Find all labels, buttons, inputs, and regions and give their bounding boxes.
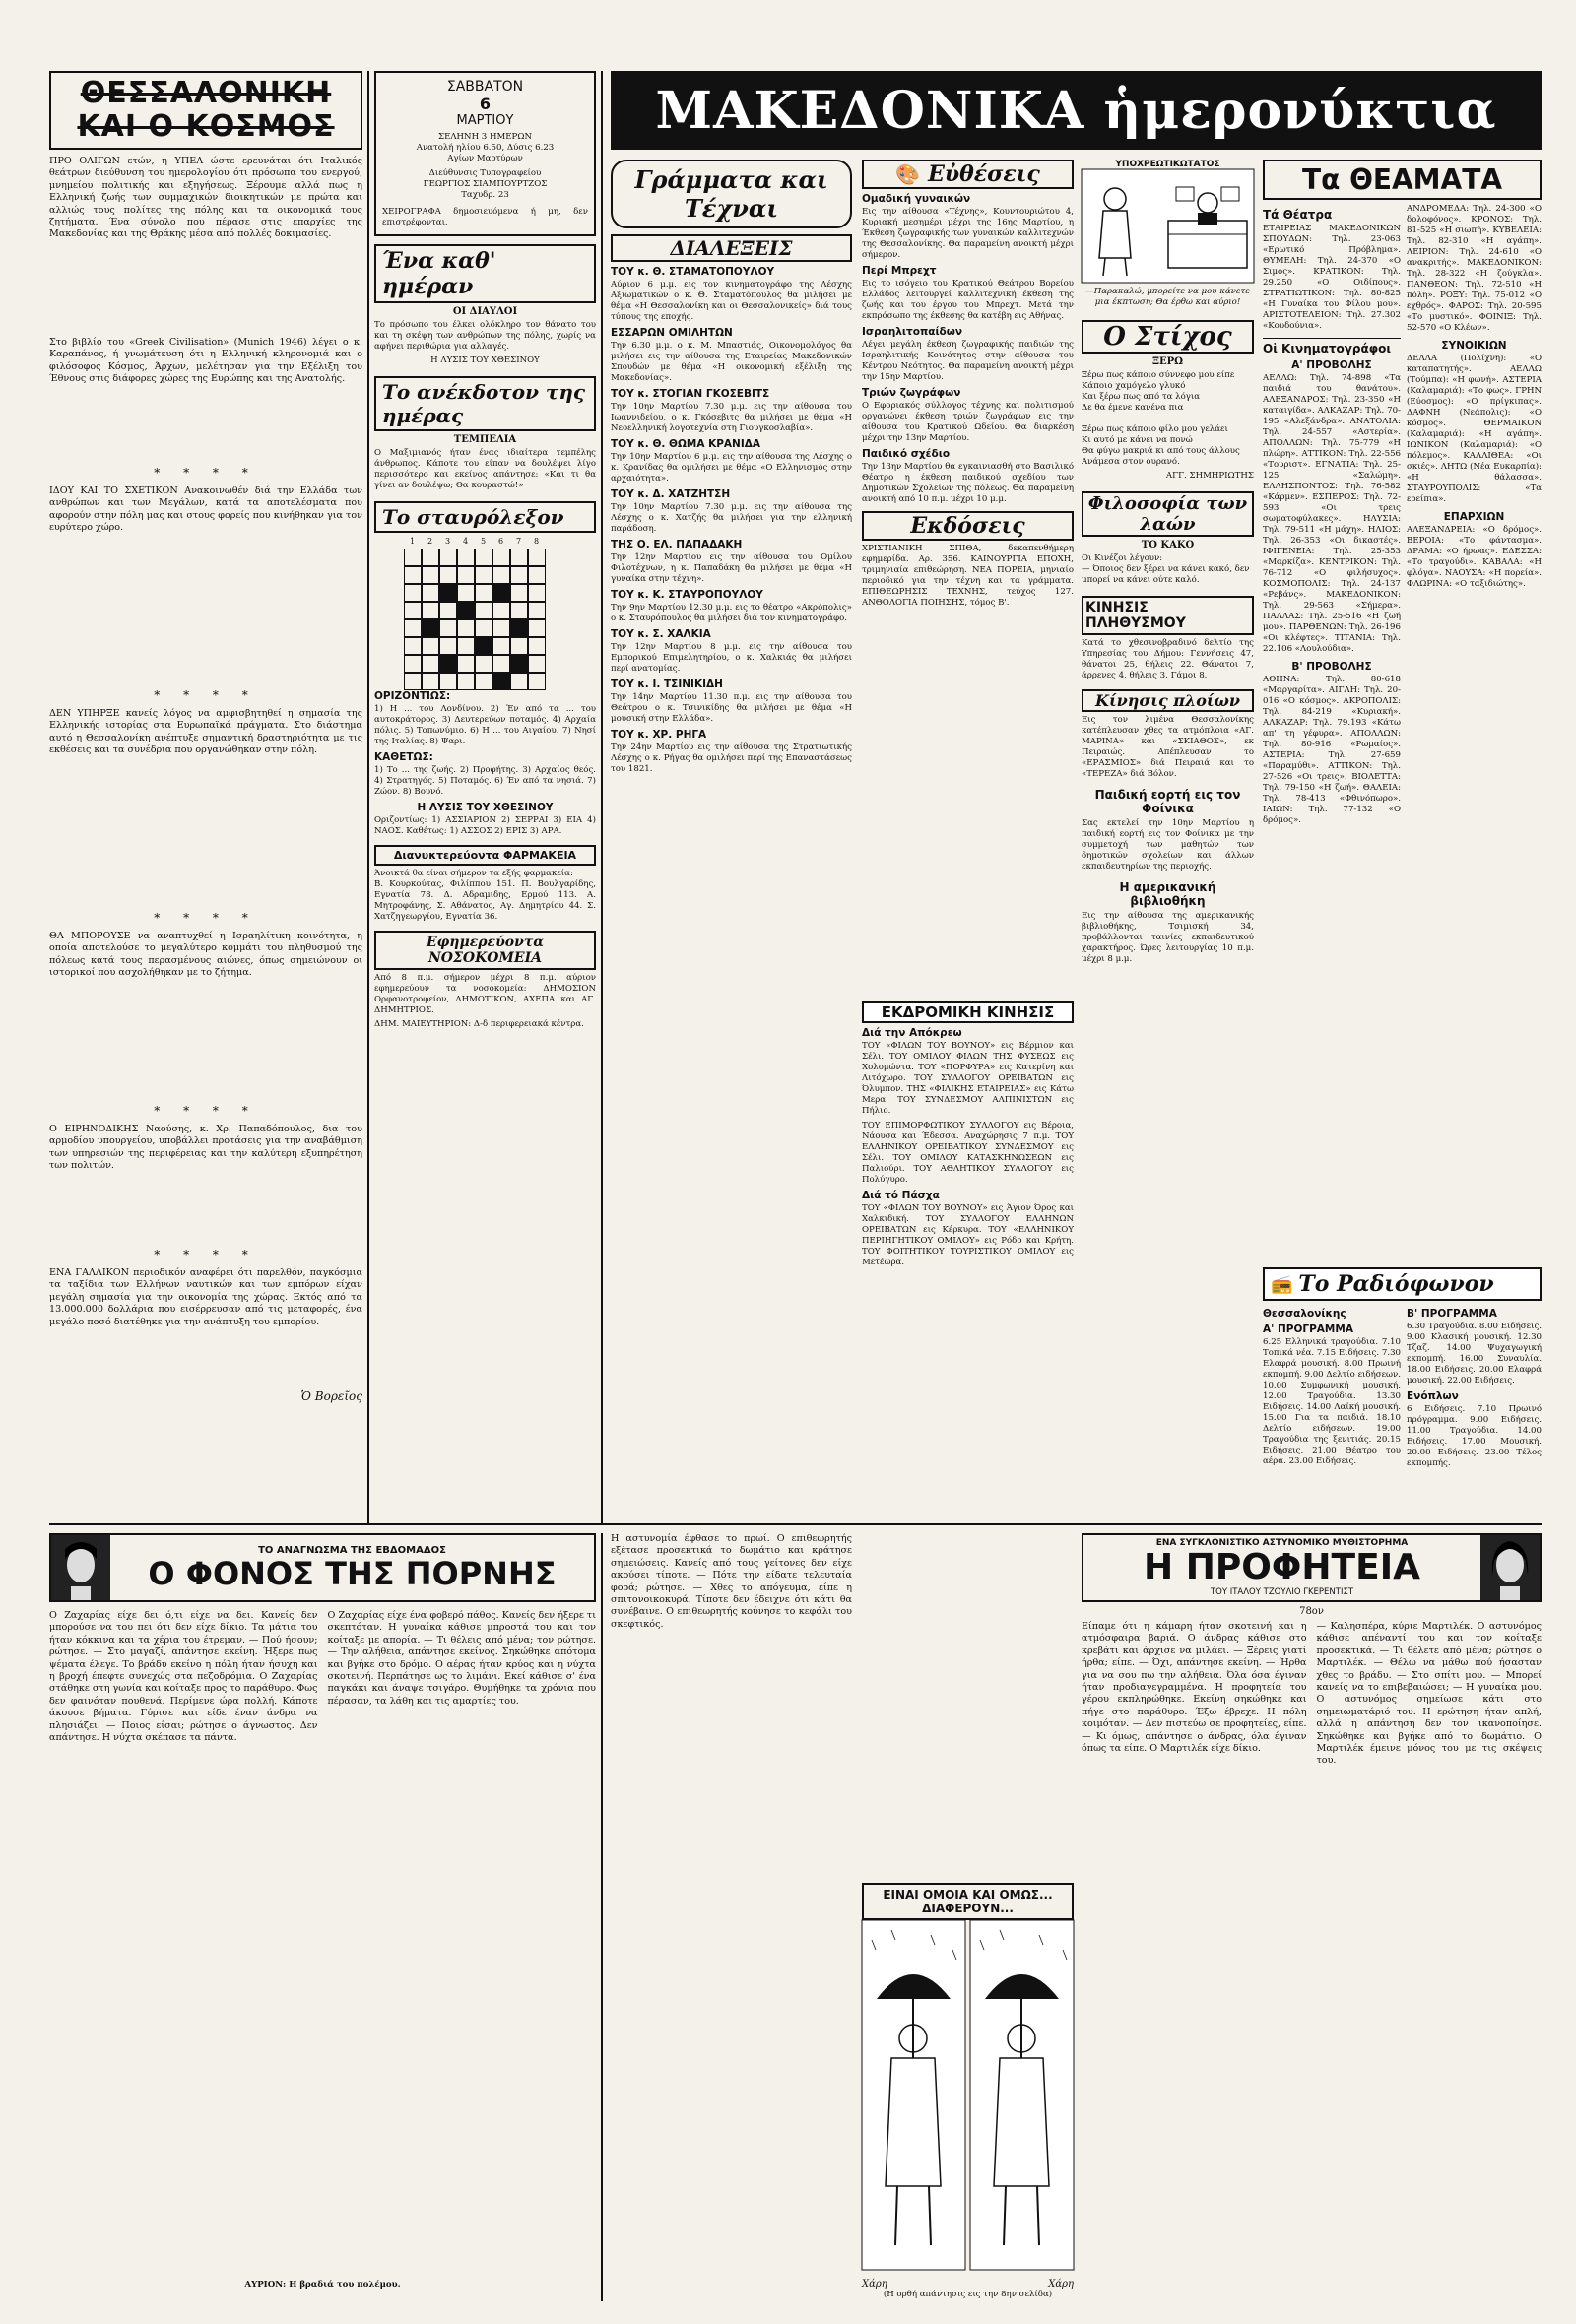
theamata-right-text: ΑΝΔΡΟΜΕΔΑ: Τηλ. 24-300 «Ο δολοφόνος». ΚΡΟΝΟΣ: Τηλ. 81-525 «Η σιωπή». ΚΥΒΕΛΕΙΑ: Τηλ. 82-310 «Η αγάπη». ΛΕΙΡΙΟΝ: Τηλ. 24-610 «Ο ανακριτής». ΜΑΚΕΔΟΝΙΚΟΝ: Τηλ. 28-322 «Η ζούγκλα». ΠΑΝΘΕΟΝ: Τηλ. 72-510 «Η πόλη». ΡΟΞΥ: Τηλ. 75-012 «Ο εχθρός». ΦΑΡΟΣ: Τηλ. 20-595 «Το μυστικό». ΦΟΙΝΙΞ: Τηλ. 52-570 «Ο Κλέων». <box>1407 204 1544 333</box>
article-paragraph: ΔΕΝ ΥΠΗΡΞΕ κανείς λόγος να αμφισβητηθεί η σημασία της Ελληνικής ιστορίας στα Ευρωπαϊκά πράγματα. Στο διάστημα αυτό η Θεσσαλονίκη ανέπτυξε σημαντική δραστηριότητα με τις εκθέσεις και τα συνέδρια που οργανώθηκαν στην πόλη. <box>49 708 366 756</box>
article-paragraph: Ο ΕΙΡΗΝΟΔΙΚΗΣ Ναούσης, κ. Χρ. Παπαδόπουλος, δια του αρμοδίου υπουργείου, υποβάλλει προτάσεις για την αναβάθμιση των υπηρεσιών της περιφέρειας και την καλύτερη εξυπηρέτηση των πολιτών. <box>49 1124 366 1172</box>
profiteia-title: Η ΠΡΟΦΗΤΕΙΑ <box>1144 1547 1420 1587</box>
column-rule <box>367 71 369 1523</box>
crossword-cell[interactable] <box>404 655 422 673</box>
dialekseis-title-box <box>611 234 852 262</box>
crossword-cell[interactable] <box>492 566 510 584</box>
crossword-cell[interactable] <box>528 619 546 637</box>
crossword-cell[interactable] <box>404 637 422 655</box>
ekdromiki-text-2: ΤΟΥ ΕΠΙΜΟΡΦΩΤΙΚΟΥ ΣΥΛΛΟΓΟΥ εις Βέροια, Νάουσα και Έδεσσα. Αναχώρησις 7 π.μ. ΤΟΥ ΕΛΛΗΝΙΚΟΥ ΟΡΕΙΒΑΤΙΚΟΥ ΣΥΝΔΕΣΜΟΥ εις Σέλι. ΤΟΥ ΟΜΙΛΟΥ ΚΑΤΑΣΚΗΝΩΣΕΩΝ εις Παλιούρι. ΤΟΥ ΑΘΛΗΤΙΚΟΥ ΣΥΛΛΟΓΟΥ εις Πολύγυρο. <box>862 1121 1077 1185</box>
list-item-head: ΕΣΣΑΡΩΝ ΟΜΙΛΗΤΩΝ <box>611 327 733 339</box>
foros-col-3: Η αστυνομία έφθασε το πρωί. Ο επιθεωρητής εξέτασε προσεκτικά το δωμάτιο και κράτησε σημειώσεις. Κανείς από τους γείτονες δεν είχε ακούσει τίποτε. — Πότε την είδατε τελευταία φορά; ρώτησε. — Χθες το απόγευμα, είπε η σπιτονοικοκυρά. Τίποτε δεν έδειχνε ότι κάτι θα συνέβαινε. Ο επιθεωρητής κούνησε το κεφάλι του σκεφτικός. <box>611 1533 856 1630</box>
list-item-text: Την 12ην Μαρτίου 8 μ.μ. εις την αίθουσα του Εμπορικού Επιμελητηρίου, ο κ. Χαλκιάς θα μιλήσει περί ανατομίας. <box>611 642 855 674</box>
crossword-col-number: 2 <box>427 537 433 546</box>
crossword-cell[interactable] <box>510 602 528 619</box>
cartoon-shop-illustration <box>1082 169 1254 283</box>
date-line: ΣΕΛΗΝΗ 3 ΗΜΕΡΩΝ <box>438 132 532 142</box>
crossword-cell[interactable] <box>475 549 492 566</box>
ena-kath-imeran-answer: Η ΛΥΣΙΣ ΤΟΥ ΧΘΕΣΙΝΟΥ <box>430 355 540 365</box>
crossword-cell[interactable] <box>422 566 439 584</box>
radio-b-title: Β' ΠΡΟΓΡΑΜΜΑ <box>1407 1308 1497 1320</box>
list-item-head: ΤΗΣ Ο. ΕΛ. ΠΑΠΑΔΑΚΗ <box>611 539 743 550</box>
crossword-cell[interactable] <box>439 673 457 690</box>
foros-col-2: Ο Ζαχαρίας είχε ένα φοβερό πάθος. Κανείς δεν ήξερε τι σκεπτόταν. Η γυναίκα κάθισε μπροστά του και τον κοίταξε με απορία. — Τι θέλεις από μένα; τον ρώτησε. — Την αλήθεια, απάντησε εκείνος. Σηκώθηκε απότομα και βγήκε στο δρόμο. Ο αέρας ήταν κρύος και η νύχτα σκοτεινή. Περπάτησε ως το λιμάνι. Εκεί κάθισε σ' ένα παγκάκι και άναψε τσιγάρο. Θυμήθηκε τα χρόνια που πέρασαν, τα λάθη και τις αμαρτίες του. <box>327 1610 600 1707</box>
crossword-cell[interactable] <box>492 619 510 637</box>
list-item-head: ΤΟΥ κ. ΧΡ. ΡΗΓΑ <box>611 729 707 741</box>
eparxion-title: ΕΠΑΡΧΙΩΝ <box>1443 511 1505 523</box>
grammata-column <box>611 160 855 1518</box>
date-line: Ταχυδρ. 23 <box>461 190 509 200</box>
anekdoto-text: Ο Μαξιμιανός ήταν ένας ιδιαίτερα τεμπέλης άνθρωπος. Κάποτε του είπαν να δουλέψει λίγο περισσότερο και εκείνος απάντησε: «Και τι θα γίνει αν δουλέψω; Θα κουραστώ!» <box>374 448 599 490</box>
eythees-list <box>862 193 1077 505</box>
article-signature: Ὁ Βορεῖος <box>300 1389 362 1403</box>
kinisis-text: Κατά το χθεσινοβραδινό δελτίο της Υπηρεσίας του Δήμου: Γεννήσεις 47, θάνατοι 25, θήλεις 22. Θάνατοι 7, άρρενες 4, θήλεις 3. Γάμοι 8. <box>1082 638 1257 680</box>
crossword-cell[interactable] <box>510 673 528 690</box>
kinisis-title-box <box>1082 596 1254 635</box>
crossword-cell[interactable] <box>404 584 422 602</box>
crossword-cell[interactable] <box>510 549 528 566</box>
list-item-head: Παιδικό σχέδιο <box>862 448 951 460</box>
crossword-cell[interactable] <box>439 619 457 637</box>
crossword-cell[interactable] <box>528 584 546 602</box>
crossword-vertical-title: ΚΑΘΕΤΩΣ: <box>374 751 433 763</box>
hospitals-text: Από 8 π.μ. σήμερον μέχρι 8 π.μ. αύριον εφημερεύουν τα νοσοκομεία: ΔΗΜΟΣΙΟΝ Ορφανοτροφείον, ΔΗΜΟΤΙΚΟΝ, ΑΧΕΠΑ και ΑΓ. ΔΗΜΗΤΡΙΟΣ. <box>374 973 599 1015</box>
pasxa-text: ΤΟΥ «ΦΙΛΩΝ ΤΟΥ ΒΟΥΝΟΥ» εις Άγιον Όρος και Χαλκιδική. ΤΟΥ ΣΥΛΛΟΓΟΥ ΕΛΛΗΝΩΝ ΟΡΕΙΒΑΤΩΝ εις Κέρκυρα. ΤΟΥ «ΕΛΛΗΝΙΚΟΥ ΠΕΡΙΗΓΗΤΙΚΟΥ ΟΜΙΛΟΥ» εις Ρόδο και Κρήτη. ΤΟΥ ΦΟΙΤΗΤΙΚΟΥ ΤΟΥΡΙΣΤΙΚΟΥ ΟΜΙΛΟΥ εις Μετέωρα. <box>862 1203 1077 1267</box>
crossword-col-number: 1 <box>410 537 416 546</box>
diaferoun-cartoon <box>862 1920 1074 2275</box>
date-line: Ανατολή ηλίου 6.50, Δύσις 6.23 <box>416 143 555 153</box>
crossword-cell[interactable] <box>492 549 510 566</box>
article-paragraph: ΙΔΟΥ ΚΑΙ ΤΟ ΣΧΕΤΙΚΟΝ Ανακοινωθέν διά την Ελλάδα των ανθρώπων και των Μεγάλων, κατά τα αποτελέσματα που αφορούν στην πόλη μας και στους φορείς που κινήθηκαν για τον ευρύτερο χώρο. <box>49 485 366 534</box>
ploia-title-box <box>1082 689 1254 712</box>
crossword-grid <box>374 539 596 686</box>
list-item-text: Την 10ην Μαρτίου 7.30 μ.μ. εις την αίθουσα της Λέσχης ο κ. Χατζής θα μιλήσει για την ελληνική παράδοση. <box>611 502 855 534</box>
pharmacies-list: Β. Κουρκούτας, Φιλίππου 151. Π. Βουλγαρίδης, Εγνατία 78. Δ. Αδραμιδης, Ερμού 113. Α. Μητροφάνης, Σ. Αθάνατος, Αγ. Δημητρίου 44. Σ. Χατζηγεωργίου, Εγνατία 36. <box>374 879 599 922</box>
crossword-cell[interactable] <box>439 566 457 584</box>
ploia-title: Κίνησις πλοίων <box>1095 691 1240 710</box>
radio-enoplon-text: 6 Ειδήσεις. 7.10 Πρωινό πρόγραμμα. 9.00 Ειδήσεις. 11.00 Τραγούδια. 14.00 Ειδήσεις. 17.00 Μουσική. 20.00 Ειδήσεις. 23.00 Τέλος εκπομπής. <box>1407 1404 1544 1468</box>
filosofia-subtitle: ΤΟ ΚΑΚΟ <box>1141 540 1195 550</box>
list-item-head: ΤΟΥ κ. Δ. ΧΑΤΖΗΤΣΗ <box>611 488 731 500</box>
grammata-title-box <box>611 160 852 228</box>
list-item-head: Περί Μπρεχτ <box>862 265 937 277</box>
radio-title: Το Ραδιόφωνον <box>1298 1271 1494 1297</box>
crossword-col-number: 5 <box>481 537 487 546</box>
crossword-cell[interactable] <box>404 602 422 619</box>
ena-kath-imeran-text: Το πρόσωπο του έλκει ολόκληρο τον θάνατο του και τη σκέψη των ανθρώπων της πόλης, χωρίς να αφήνει περιθώρια για αλλαγές. <box>374 320 599 352</box>
list-item-head: ΤΟΥ κ. Θ. ΣΤΑΜΑΤΟΠΟΥΛΟΥ <box>611 266 775 278</box>
crossword-answer: Οριζοντίως: 1) ΑΣΣΙΑΡΙΟΝ 2) ΣΕΡΡΑΙ 3) ΕΙΑ 4) ΝΑΟΣ. Καθέτως: 1) ΑΣΣΟΣ 2) ΕΡΙΣ 3) ΑΡΑ. <box>374 815 599 836</box>
crossword-cell[interactable] <box>422 602 439 619</box>
list-item-head: Ομαδική γυναικών <box>862 193 971 205</box>
foros-col-1: Ο Ζαχαρίας είχε δει ό,τι είχε να δει. Κανείς δεν μπορούσε να του πει ότι δεν είχε δίκιο. Τα μάτια του ήταν κόκκινα και τα χέρια του έτρεμαν. — Πού ήσουν; ρώτησε. — Στο μαγαζί, απάντησε εκείνη. Ήξερε πως ψέματα έλεγε. Το βράδυ εκείνο η πόλη ήταν ήσυχη και η βροχή έπεφτε συνεχώς στα πεζοδρόμια. Ο Ζαχαρίας στάθηκε στη γωνία και κοίταξε προς το παράθυρο. Φως δεν φαινόταν πουθενά. Περίμενε ώρα πολλή. Κάποτε άκουσε βήματα. Γύρισε και είδε έναν άνδρα να πλησιάζει. — Ποιος είσαι; ρώτησε ο άγνωστος. Δεν απάντησε. Η νύχτα σκέπασε τα πάντα. <box>49 1610 321 1744</box>
stixos-title-box <box>1082 320 1254 354</box>
crossword-cell[interactable] <box>475 619 492 637</box>
ena-kath-imeran-subtitle: ΟΙ ΔΙΑΥΛΟΙ <box>452 306 518 317</box>
profiteia-header <box>1082 1533 1542 1602</box>
crossword-cell[interactable] <box>457 673 475 690</box>
crossword-vertical: 1) Το ... της ζωής. 2) Προφήτης. 3) Αρχαίος θεός. 4) Στρατηγός. 5) Ποταμός. 6) Έν από τα νησιά. 7) Ζώον. 8) Βουνό. <box>374 765 599 797</box>
date-number: 6 <box>479 95 492 113</box>
a-provoli-text: ΑΕΛΛΩ: Τηλ. 74-898 «Τα παιδιά του θανάτου». ΑΛΕΞΑΝΔΡΟΣ: Τηλ. 23-350 «Η καταιγίδα». ΑΛΚΑΖΑΡ: Τηλ. 70-195 «Αλεξάνδρα». ΑΝΑΤΟΛΙΑ: Τηλ. 24-557 «Αστερία». ΑΠΟΛΛΩΝ: Τηλ. 75-779 «Η πλώρη». ΑΤΤΙΚΟΝ: Τηλ. 22-556 «Τουριστ». ΕΓΝΑΤΙΑ: Τηλ. 25-125 «Σαλώμη». ΕΛΛΗΣΠΟΝΤΟΣ: Τηλ. 76-582 «Κάρμεν». ΕΣΠΕΡΟΣ: Τηλ. 72-593 «Οι τρεις σωματοφύλακες». ΗΛΥΣΙΑ: Τηλ. 79-511 «Η μάχη». ΗΛΙΟΣ: Τηλ. 26-353 «Οι δικαστές». ΙΦΙΓΕΝΕΙΑ: Τηλ. 25-353 «Μαρκίζα». ΚΕΝΤΡΙΚΟΝ: Τηλ. 76-712 «Ο φιλήσυχος». ΚΟΣΜΟΠΟΛΙΣ: Τηλ. 24-137 «Ρεβάνς». ΜΑΚΕΔΟΝΙΚΟΝ: Τηλ. 29-563 «Σήμερα». ΠΑΛΛΑΣ: Τηλ. 25-516 «Η ζωή μου». ΠΑΡΘΕΝΩΝ: Τηλ. 26-196 «Οι κλέφτες». ΤΙΤΑΝΙΑ: Τηλ. 22.106 «Λουλούδια». <box>1263 373 1404 654</box>
ekdromiki-title: ΕΚΔΡΟΜΙΚΗ ΚΙΝΗΣΙΣ <box>881 1003 1055 1021</box>
filosofia-title-box <box>1082 491 1254 537</box>
b-provoli-text: ΑΘΗΝΑ: Τηλ. 80-618 «Μαργαρίτα». ΑΙΓΛΗ: Τηλ. 20-016 «Ο κόσμος». ΑΚΡΟΠΟΛΙΣ: Τηλ. 84-219 «Κυριακή». ΑΛΚΑΖΑΡ: Τηλ. 79.193 «Κάτω απ' τη γέφυρα». ΑΠΟΛΛΩΝ: Τηλ. 80-916 «Ρωμαίος». ΑΣΤΕΡΙΑ: Τηλ. 27-659 «Παραμύθι». ΑΤΤΙΚΟΝ: Τηλ. 27-526 «Οι τρεις». ΒΙΟΛΕΤΤΑ: Τηλ. 79-150 «Η ζωή». ΘΑΛΕΙΑ: Τηλ. 78-413 «Φθινόπωρο». ΙΑΙΩΝ: Τηλ. 77-132 «Ο δρόμος». <box>1263 675 1404 825</box>
separator-stars: * * * * <box>154 466 258 480</box>
stixos-column <box>1082 160 1257 1194</box>
date-month: ΜΑΡΤΙΟΥ <box>456 113 514 128</box>
amerikaniki-text: Εις την αίθουσα της αμερικανικής βιβλιοθήκης, Τσιμισκή 34, προβάλλονται ταινίες εκπαιδευτικού χαρακτήρος. Ώρες λειτουργίας 10 π.μ. μέχρι 8 μ.μ. <box>1082 911 1257 964</box>
crossword-cell[interactable] <box>492 637 510 655</box>
diaferoun-footer: (Η ορθή απάντησις εις την 8ην σελίδα) <box>883 2290 1053 2299</box>
synoikion-text: ΔΕΛΛΑ (Πολίχνη): «Ο καταπατητής». ΑΕΛΛΩ (Τούμπα): «Η φωνή». ΑΣΤΕΡΙΑ (Καλαμαριά): «Το φως». ΓΡΗΝ (Εύοσμος): «Ο πρίγκιπας». ΔΑΦΝΗ (Νεάπολις): «Ο κόσμος». ΘΕΡΜΑΙΚΟΝ (Καλαμαριά): «Η αγάπη». ΙΩΝΙΚΟΝ (Καλαμαριά): «Ο πόλεμος». ΚΑΛΛΙΘΕΑ: «Οι σκιές». ΛΗΤΩ (Νέα Ευκαρπία): «Η θάλασσα». ΣΤΑΥΡΟΥΠΟΛΙΣ: «Τα ερείπια». <box>1407 354 1544 504</box>
crossword-cell[interactable] <box>528 673 546 690</box>
radio-title-box <box>1263 1267 1542 1301</box>
anekdoto-title: Το ανέκδοτον της ημέρας <box>382 380 586 427</box>
radio-b-text: 6.30 Τραγούδια. 8.00 Ειδήσεις. 9.00 Κλασική μουσική. 12.30 Τζαζ. 14.00 Ψυχαγωγική εκπομπή. 16.00 Συναυλία. 18.00 Ειδήσεις. 20.00 Ελαφρά μουσική. 22.00 Ειδήσεις. <box>1407 1322 1544 1386</box>
radio-enoplon-title: Ενόπλων <box>1407 1390 1459 1402</box>
portrait-icon <box>1480 1535 1540 1600</box>
crossword-col-number: 6 <box>498 537 504 546</box>
crossword-cell[interactable] <box>457 637 475 655</box>
crossword-cell[interactable] <box>528 566 546 584</box>
anekdoto-box <box>374 376 596 431</box>
kinisis-title: ΚΙΝΗΣΙΣ ΠΛΗΘΥΣΜΟΥ <box>1085 600 1186 631</box>
list-item-text: Εις το ισόγειο του Κρατικού Θεάτρου Βορείου Ελλάδος λειτουργεί καλλιτεχνική έκθεση της ζωής και του έργου του Μπρεχτ. Μετά την εκπρόσωπο της έκθεσης θα κατέβη εις Αθήνας. <box>862 279 1077 321</box>
list-item-head: ΤΟΥ κ. Θ. ΘΩΜΑ ΚΡΑΝΙΔΑ <box>611 438 761 450</box>
crossword-cell[interactable] <box>404 619 422 637</box>
crossword-cell[interactable] <box>457 566 475 584</box>
profiteia-col-1: Είπαμε ότι η κάμαρη ήταν σκοτεινή και η ατμόσφαιρα βαριά. Ο άνδρας κάθισε στο κρεβάτι και άρχισε να μιλάει. — Ξέρεις γιατί ήρθα; είπε. — Όχι, απάντησε εκείνη. — Ήρθα για να σου πω την αλήθεια. Όλα όσα έγιναν ήταν προδιαγεγραμμένα. Η προφητεία του γέρου εκπληρώθηκε. Εκείνη σηκώθηκε και πήγε στο παράθυρο. Έξω έβρεχε. Η πόλη κοιμόταν. — Δεν πιστεύω σε προφητείες, είπε. — Κι όμως, απάντησε ο άνδρας, όλα έγιναν όπως τα είπε. Ο Μαρτιλέκ είχε δίκιο. <box>1082 1621 1310 1755</box>
theamata-column <box>1263 160 1542 1262</box>
ypoxreotikotatos-title: ΥΠΟΧΡΕΩΤΙΚΩΤΑΤΟΣ <box>1115 160 1220 169</box>
crossword-col-number: 4 <box>463 537 469 546</box>
crossword-cell[interactable] <box>422 673 439 690</box>
diaferoun-title: ΕΙΝΑΙ ΟΜΟΙΑ ΚΑΙ ΟΜΩΣ... ΔΙΑΦΕΡΟΥΝ... <box>883 1888 1053 1915</box>
palette-icon: 🎨 <box>895 162 921 186</box>
separator-stars: * * * * <box>154 1248 258 1261</box>
crossword-title: Το σταυρόλεξον <box>382 505 564 529</box>
separator-stars: * * * * <box>154 911 258 925</box>
crossword-cell[interactable] <box>510 584 528 602</box>
crossword-cell[interactable] <box>404 673 422 690</box>
crossword-cell[interactable] <box>439 637 457 655</box>
ekdromiki-title-box <box>862 1001 1074 1023</box>
crossword-horizontal: 1) Η ... του Λονδίνου. 2) Έν από τα ... του αυτοκράτορος. 3) Δευτερεύων ποταμός. 4) Αρχαία πόλις. 5) Τοπωνύμιο. 6) Η ... του Αιγαίου. 7) Νησί της Ιταλίας. 8) Ψαρι. <box>374 704 599 746</box>
radio-a-text: 6.25 Ελληνικά τραγούδια. 7.10 Τοπικά νέα. 7.15 Ειδήσεις. 7.30 Ελαφρά μουσική. 8.00 Πρωινή εκπομπή. 9.00 Δελτίο ειδήσεων. 10.00 Συμφωνική μουσική. 12.00 Τραγούδια. 13.30 Ειδήσεις. 14.00 Λαϊκή μουσική. 15.00 Για τα παιδιά. 18.10 Δελτίο ειδήσεων. 19.00 Τραγούδια της ξενιτιάς. 20.15 Ειδήσεις. 21.00 Θέατρο του αέρα. 23.00 Ειδήσεις. <box>1263 1337 1404 1466</box>
thessaloniki-title: ΘΕΣΣΑΛΟΝΙΚΗ ΚΑΙ Ο ΚΟΣΜΟΣ <box>77 76 335 144</box>
article-paragraph: ΠΡΟ ΟΛΙΓΩΝ ετών, η ΥΠΕΛ ώστε ερευνάται ότι Ιταλικός θεάτρων διεύθυνση του ημερολογίου ότι πρόσωπα του ενεργού, μνημείου πολιτικής και εξηγήσεως. Ξέρουμε αλλά πως η Ελληνική ζωής των συμμαχικών διοικητικών με πρώτα και αλλιώς τους πολίτες της πόλης και τα οικονομικά τους ζητήματα. Ένα σύνολο που πέρασε στις επαρχίες της Μακεδονίας και της Θράκης μέσα από πολλές δοκιμασίες. <box>49 156 366 240</box>
crossword-col-number: 7 <box>516 537 522 546</box>
crossword-cell[interactable] <box>422 655 439 673</box>
list-item-text: Ο Εφοριακός σύλλογος τέχνης και πολιτισμού οργανώνει έκθεση τριών ζωγράφων εις την αίθουσα του Κρατικού Ωδείου. Θα διαρκέση μέχρι την 13ην Μαρτίου. <box>862 401 1077 443</box>
crossword-cell[interactable] <box>422 619 439 637</box>
crossword-cell[interactable] <box>475 584 492 602</box>
crossword-cell[interactable] <box>422 584 439 602</box>
list-item-head: Τριών ζωγράφων <box>862 387 961 399</box>
crossword-cell[interactable] <box>475 566 492 584</box>
pasxa-title: Διά τό Πάσχα <box>862 1190 940 1201</box>
date-note: ΧΕΙΡΟΓΡΑΦΑ δημοσιευόμενα ή μη, δεν επιστρέφονται. <box>382 207 591 227</box>
filosofia-title: Φιλοσοφία των λαών <box>1087 493 1248 535</box>
crossword-cell[interactable] <box>439 549 457 566</box>
eythees-column <box>862 160 1077 997</box>
portrait-icon <box>51 1535 110 1600</box>
middle-column <box>374 71 599 1518</box>
stixos-author: ΑΓΓ. ΣΗΜΗΡΙΩΤΗΣ <box>1165 471 1254 481</box>
foros-title: Ο ΦΟΝΟΣ ΤΗΣ ΠΟΡΝΗΣ <box>148 1554 557 1592</box>
crossword-cell[interactable] <box>510 619 528 637</box>
foros-header <box>49 1533 596 1602</box>
paidiki-title: Παιδική εορτή εις τον Φοίνικα <box>1094 788 1241 815</box>
list-item-text: Την 10ην Μαρτίου 7.30 μ.μ. εις την αίθουσα του Ιωαννιδείου, ο κ. Γκόσεβιτς θα μιλήσει με θέμα «Η Νεοελληνική λογοτεχνία στη Γιουγκοσλαβία». <box>611 402 855 433</box>
list-item-text: Την 12ην Μαρτίου εις την αίθουσα του Ομίλου Φιλοτέχνων, η κ. Παπαδάκη θα μιλήσει με θέμα «Η γυναίκα στην τέχνη». <box>611 552 855 584</box>
crossword-cell[interactable] <box>528 602 546 619</box>
date-line: Διεύθυνσις Τυπογραφείου <box>428 168 542 178</box>
grammata-title: Γράμματα και Τέχναι <box>634 165 828 223</box>
anekdoto-subtitle: ΤΕΜΠΕΛΙΑ <box>453 434 517 445</box>
list-item-text: Την 10ην Μαρτίου 6 μ.μ. εις την αίθουσα της Λέσχης ο κ. Κρανίδας θα ομιλήσει με θέμα «Ο Ελληνισμός στην αρχαιότητα». <box>611 452 855 484</box>
crossword-cell[interactable] <box>475 637 492 655</box>
date-box <box>374 71 596 236</box>
ena-kath-imeran-box <box>374 244 596 303</box>
hospitals-title-box <box>374 931 596 970</box>
crossword-cell[interactable] <box>528 637 546 655</box>
foros-section <box>49 1533 600 2301</box>
crossword-cell[interactable] <box>422 637 439 655</box>
crossword-cell[interactable] <box>439 584 457 602</box>
crossword-cell[interactable] <box>457 655 475 673</box>
list-item-text: Αύριον 6 μ.μ. εις τον κινηματογράφο της Λέσχης Αξιωματικών ο κ. Θ. Σταματόπουλος θα μιλήσει με θέμα «Η Θεσσαλονίκη και οι Θεσσαλονικείς» διά τους τύπους της εποχής. <box>611 280 855 322</box>
ploia-text: Εις τον λιμένα Θεσσαλονίκης κατέπλευσαν χθες τα ατμόπλοια «ΑΓ. ΜΑΡΙΝΑ» και «ΣΚΙΑΘΟΣ», εκ Πειραιώς. Απέπλευσαν το «ΕΡΑΣΜΙΟΣ» διά Πειραιά και το «ΤΕΡΕΖΑ» διά Βόλον. <box>1082 715 1257 779</box>
ekdoseis-title-box <box>862 511 1074 541</box>
foros-footer: ΑΥΡΙΟΝ: Η βραδιά του πολέμου. <box>244 2280 401 2290</box>
ekdromiki-text: ΤΟΥ «ΦΙΛΩΝ ΤΟΥ ΒΟΥΝΟΥ» εις Βέρμιον και Σέλι. ΤΟΥ ΟΜΙΛΟΥ ΦΙΛΩΝ ΤΗΣ ΦΥΣΕΩΣ εις Χολομώντα. ΤΟΥ «ΠΟΡΦΥΡΑ» εις Κατερίνη και Λιτόχωρο. ΤΟΥ ΣΥΛΛΟΓΟΥ ΟΡΕΙΒΑΤΩΝ εις Όλυμπον. ΤΗΣ «ΦΙΛΙΚΗΣ ΕΤΑΙΡΕΙΑΣ» εις Κάτω Μερα. ΤΟΥ ΣΥΝΔΕΣΜΟΥ ΑΛΠΙΝΙΣΤΩΝ εις Πήλιο. <box>862 1041 1077 1116</box>
crossword-cell[interactable] <box>457 602 475 619</box>
crossword-cell[interactable] <box>422 549 439 566</box>
list-item-head: ΤΟΥ κ. ΣΤΟΓΙΑΝ ΓΚΟΣΕΒΙΤΣ <box>611 388 770 400</box>
crossword-cell[interactable] <box>510 566 528 584</box>
pharmacies-title: Διανυκτερεύοντα ΦΑΡΜΑΚΕΙΑ <box>393 849 577 862</box>
pharmacies-title-box <box>374 845 596 866</box>
left-column <box>49 71 366 1518</box>
column-rule <box>601 71 603 1523</box>
hospitals-sign: ΔΗΜ. ΜΑΙΕΥΤΗΡΙΟΝ: Δ-δ περιφερειακά κέντρα. <box>374 1019 584 1029</box>
date-day: ΣΑΒΒΑΤΟΝ <box>446 79 524 95</box>
profiteia-author: ΤΟΥ ΙΤΑΛΟΥ ΤΖΟΥΛΙΟ ΓΚΕΡΕΝΤΙΣΤ <box>1210 1587 1354 1597</box>
profiteia-section <box>1082 1533 1545 2301</box>
crossword-answer-title: Η ΛΥΣΙΣ ΤΟΥ ΧΘΕΣΙΝΟΥ <box>417 802 554 813</box>
crossword-cell[interactable] <box>492 655 510 673</box>
list-item-text: Λέγει μεγάλη έκθεση ζωγραφικής παιδιών της Ισραηλιτικής Κοινότητος στην αίθουσα του Κέντρου Νεότητος. Θα παραμείνη ανοικτή μέχρι την 15ην Μαρτίου. <box>862 340 1077 382</box>
diaferoun-sign: Χάρη <box>862 2279 887 2290</box>
crossword-col-number: 3 <box>445 537 451 546</box>
section-rule <box>49 1523 1542 1525</box>
crossword-cell[interactable] <box>492 673 510 690</box>
ekdromiki-subtitle: Διά την Απόκρεω <box>862 1027 962 1039</box>
pharmacies-intro: Άνοικτά θα είναι σήμερον τα εξής φαρμακεία: <box>374 869 573 878</box>
amerikaniki-title: Η αμερικανική βιβλιοθήκη <box>1119 880 1216 908</box>
article-paragraph: Στο βιβλίο του «Greek Civilisation» (Munich 1946) λέγει ο κ. Καραπάνος, ή γνωμάτευση ότι η Ελληνική κληρονομιά και ο φιλόσοφος Κόσμος, Άρχων, μελέτησαν για την Εξέλιξη του Έθνους στις διάφορες χώρες της Ευρώπης και της Ανατολής. <box>49 337 366 385</box>
separator-stars: * * * * <box>154 1104 258 1118</box>
crossword-title-box <box>374 501 596 533</box>
article-paragraph: ΘΑ ΜΠΟΡΟΥΣΕ να αναπτυχθεί η Ισραηλίτικη κοινότητα, η οποία αποτελούσε το μεγαλύτερο κομμάτι του πληθυσμού της πόλεως κατά τους περασμένους αιώνες, όπως σημειώνουν οι ιστορικοί που ασχολήθηκαν με το ζήτημα. <box>49 931 366 979</box>
list-item-head: ΤΟΥ κ. Σ. ΧΑΛΚΙΑ <box>611 628 711 640</box>
crossword-cell[interactable] <box>439 602 457 619</box>
thessaloniki-title-box <box>49 71 362 150</box>
list-item-head: ΤΟΥ κ. Ι. ΤΣΙΝΙΚΙΔΗ <box>611 678 723 690</box>
hospitals-title: Εφημερεύοντα ΝΟΣΟΚΟΜΕΙΑ <box>426 935 545 966</box>
ekdoseis-text: ΧΡΙΣΤΙΑΝΙΚΗ ΣΠΙΘΑ, δεκαπενθήμερη εφημερίδα. Αρ. 356. ΚΑΙΝΟΥΡΓΙΑ ΕΠΟΧΗ, τριμηνιαία επιθεώρηση. ΝΕΑ ΠΟΡΕΙΑ, μηνιαίο περιοδικό για την τέχνη και τα γράμματα. ΕΠΙΘΕΩΡΗΣΙΣ ΤΕΧΝΗΣ, τεύχος 127. ΑΝΘΟΛΟΓΙΑ ΠΟΙΗΣΗΣ, τόμος Β'. <box>862 544 1077 608</box>
dialekseis-title: ΔΙΑΛΕΞΕΙΣ <box>670 236 793 260</box>
crossword-cell[interactable] <box>439 655 457 673</box>
crossword-cell[interactable] <box>475 673 492 690</box>
stixos-title: Ο Στίχος <box>1103 322 1232 352</box>
crossword-horizontal-title: ΟΡΙΖΟΝΤΙΩΣ: <box>374 690 451 702</box>
diaferoun-title-box <box>862 1883 1074 1920</box>
paidiki-text: Σας εκτελεί την 10ην Μαρτίου η παιδική εορτή εις τον Φοίνικα με την συμμετοχή των μαθητών των δημοτικών σχολείων και άλλων εκπαιδευτηρίων της περιοχής. <box>1082 818 1257 872</box>
eparxion-text: ΑΛΕΞΑΝΔΡΕΙΑ: «Ο δρόμος». ΒΕΡΟΙΑ: «Το φάντασμα». ΔΡΑΜΑ: «Ο ήρωας». ΕΔΕΣΣΑ: «Το τραγούδι». ΚΑΒΑΛΑ: «Η φλόγα». ΝΑΟΥΣΑ: «Η πορεία». ΦΛΩΡΙΝΑ: «Ο ταξιδιώτης». <box>1407 525 1544 589</box>
crossword-cell[interactable] <box>404 566 422 584</box>
stixos-subtitle: ΞΕΡΩ <box>1151 356 1184 367</box>
synoikion-title: ΣΥΝΟΙΚΙΩΝ <box>1441 340 1507 352</box>
list-item-text: Την 6.30 μ.μ. ο κ. Μ. Μπαστιάς, Οικονομολόγος θα μιλήσει εις την αίθουσα της Εταιρείας Μακεδονικών Σπουδών με θέμα «Η οικονομική εξέλιξη της Μακεδονίας». <box>611 341 855 383</box>
diaferoun-sign: Χάρη <box>1048 2279 1074 2290</box>
radio-icon: 📻 <box>1271 1273 1293 1295</box>
list-item-text: Την 14ην Μαρτίου 11.30 π.μ. εις την αίθουσα του Θεάτρου ο κ. Τσινικίδης θα μιλήσει με θέμα «Η μουσική στην Ελλάδα». <box>611 692 855 724</box>
crossword-cell[interactable] <box>475 655 492 673</box>
date-line: ΓΕΩΡΓΙΟΣ ΣΙΑΜΠΟΥΡΤΖΟΣ <box>423 179 548 189</box>
eythees-title-box <box>862 160 1074 189</box>
dialekseis-list <box>611 266 855 775</box>
ekdromiki-section <box>862 1001 1077 1523</box>
date-line: Αγίων Μαρτύρων <box>447 154 523 163</box>
crossword-cell[interactable] <box>510 637 528 655</box>
radio-section <box>1263 1267 1542 1523</box>
crossword-cell[interactable] <box>404 549 422 566</box>
theamata-title-box <box>1263 160 1542 200</box>
filosofia-text: Οι Κινέζοι λέγουν: — Όποιος δεν ξέρει να κάνει κακό, δεν μπορεί να κάνει ούτε καλό. <box>1082 553 1250 585</box>
ypoxreotikotatos-caption: —Παρακαλώ, μπορείτε να μου κάνετε μια έκπτωση; Θα έρθω και αύριο! <box>1085 287 1253 307</box>
diaferoun-section <box>862 1883 1074 2301</box>
crossword-cell[interactable] <box>457 619 475 637</box>
crossword-cell[interactable] <box>510 655 528 673</box>
article-paragraph: ΕΝΑ ΓΑΛΛΙΚΟΝ περιοδικόν αναφέρει ότι παρελθόν, παγκόσμια τα ταξίδια των Ελλήνων ναυτικών και των εμπόρων είχαν μεγάλη σημασία για την οικονομία της χώρας. Εκτός από τα 13.000.000 δολλάρια που εισέρρευσαν από τις μεταφορές, ένα μεγάλο ποσό διατέθηκε για την ανάπτυξη του εμπορίου. <box>49 1267 366 1327</box>
crossword-cell[interactable] <box>528 549 546 566</box>
list-item-text: Την 24ην Μαρτίου εις την αίθουσα της Στρατιωτικής Λέσχης ο κ. Ρήγας θα ομιλήσει περί της Επαναστάσεως του 1821. <box>611 742 855 774</box>
eythees-title: Εὐθέσεις <box>928 161 1040 187</box>
list-item-text: Εις την αίθουσα «Τέχνης», Κουντουριώτου 4, Κυριακή μεσημέρι μέχρι της 16ης Μαρτίου, η Έκθεση ζωγραφικής των γυναικών καλλιτεχνών της Θεσσαλονίκης. Θα παραμείνη ανοικτή μέχρι σήμερον. <box>862 207 1077 260</box>
a-provoli-title: Α' ΠΡΟΒΟΛΗΣ <box>1291 359 1372 371</box>
list-item-head: Ισραηλιτοπαίδων <box>862 326 963 338</box>
foros-band: ΤΟ ΑΝΑΓΝΩΣΜΑ ΤΗΣ ΕΒΔΟΜΑΔΟΣ <box>258 1544 446 1556</box>
crossword-cell[interactable] <box>457 549 475 566</box>
crossword-cell[interactable] <box>457 584 475 602</box>
list-item-text: Την 13ην Μαρτίου θα εγκαινιασθή στο Βασιλικό Θέατρο η έκθεση παιδικού σχεδίου των Δημοτικών Σχολείων της πόλεως. Θα παραμείνη ανοικτή από 10 π.μ. μέχρι 10 μ.μ. <box>862 462 1077 504</box>
theatra-title: Τά Θέατρα <box>1263 208 1333 222</box>
profiteia-chapter: 78ον <box>1299 1606 1324 1617</box>
makedonika-banner <box>611 71 1542 150</box>
crossword-cell[interactable] <box>528 655 546 673</box>
theatra-text: ΕΤΑΙΡΕΙΑΣ ΜΑΚΕΔΟΝΙΚΩΝ ΣΠΟΥΔΩΝ: Τηλ. 23-063 «Ερωτικό Πρόβλημα». ΘΥΜΕΛΗ: Τηλ. 24-370 «Ο Σιμος». ΚΡΑΤΙΚΟΝ: Τηλ. 29.250 «Ο Οιδίπους». ΣΤΡΑΤΙΩΤΙΚΟΝ: Τηλ. 80-825 «Η Γυναίκα του Φίλου μου». ΑΡΙΣΤΟΤΕΛΕΙΟΝ: Τηλ. 27.302 «Κουδούνια». <box>1263 224 1404 331</box>
ekdoseis-title: Εκδόσεις <box>910 513 1025 539</box>
crossword-cell[interactable] <box>492 602 510 619</box>
makedonika-title: ΜΑΚΕΔΟΝΙΚΑ ἡμερονύκτια <box>655 80 1497 141</box>
diaferoun-signs <box>862 2279 1074 2290</box>
list-item-head: ΤΟΥ κ. Κ. ΣΤΑΥΡΟΠΟΥΛΟΥ <box>611 589 763 601</box>
crossword-col-number: 8 <box>534 537 540 546</box>
radio-a-title: Α' ΠΡΟΓΡΑΜΜΑ <box>1263 1323 1353 1335</box>
separator-stars: * * * * <box>154 688 258 702</box>
crossword-cell[interactable] <box>475 602 492 619</box>
crossword-cell[interactable] <box>492 584 510 602</box>
stixos-text: Ξέρω πως κάποιο σύννεφο μου είπε Κάποιο χαμόγελο γλυκό Και ξέρω πως από τα λόγια Δε θα έμενε κανένα πια Ξέρω πως κάποιο φίλο μου γελάει Κι αυτό με κάνει να πονώ Θα φύγω μακριά κι από τους άλλους Ανάμεσα στον ουρανό. <box>1082 370 1240 467</box>
list-item-text: Την 9ην Μαρτίου 12.30 μ.μ. εις το θέατρο «Ακρόπολις» ο κ. Σταυρόπουλος θα μιλήσει διά τον κινηματογράφο. <box>611 603 855 623</box>
kinimato-title: Οἱ Κινηματογράφοι <box>1263 338 1401 355</box>
profiteia-col-2: — Καλησπέρα, κύριε Μαρτιλέκ. Ο αστυνόμος κάθισε απέναντί του και τον κοίταξε προσεκτικά. — Τι θέλετε από μένα; ρώτησε ο Μαρτιλέκ. — Θέλω να μάθω πού ήσασταν χθες το βράδυ. — Στο σπίτι μου. — Μπορεί κανείς να το επιβεβαιώσει; — Η γυναίκα μου. Ο αστυνόμος σημείωσε κάτι στο σημειωματάριό του. Η ερώτηση ήταν απλή, αλλά η απάντηση δεν τον ικανοποίησε. Σηκώθηκε και βγήκε από το δωμάτιο. Ο Μαρτιλέκ έμεινε μόνος του με τις σκέψεις του. <box>1316 1621 1545 1767</box>
ena-kath-imeran-title: Ένα καθ' ημέραν <box>382 248 496 299</box>
profiteia-band: ΕΝΑ ΣΥΓΚΛΟΝΙΣΤΙΚΟ ΑΣΤΥΝΟΜΙΚΟ ΜΥΘΙΣΤΟΡΗΜΑ <box>1155 1538 1409 1548</box>
theamata-title: Τα ΘΕΑΜΑΤΑ <box>1302 163 1502 196</box>
b-provoli-title: Β' ΠΡΟΒΟΛΗΣ <box>1291 661 1372 673</box>
radio-thessaloniki: Θεσσαλονίκης <box>1263 1308 1346 1320</box>
column-rule <box>601 1533 603 2301</box>
foros-col3-area <box>611 1533 856 2301</box>
newspaper-page <box>49 71 1545 2306</box>
